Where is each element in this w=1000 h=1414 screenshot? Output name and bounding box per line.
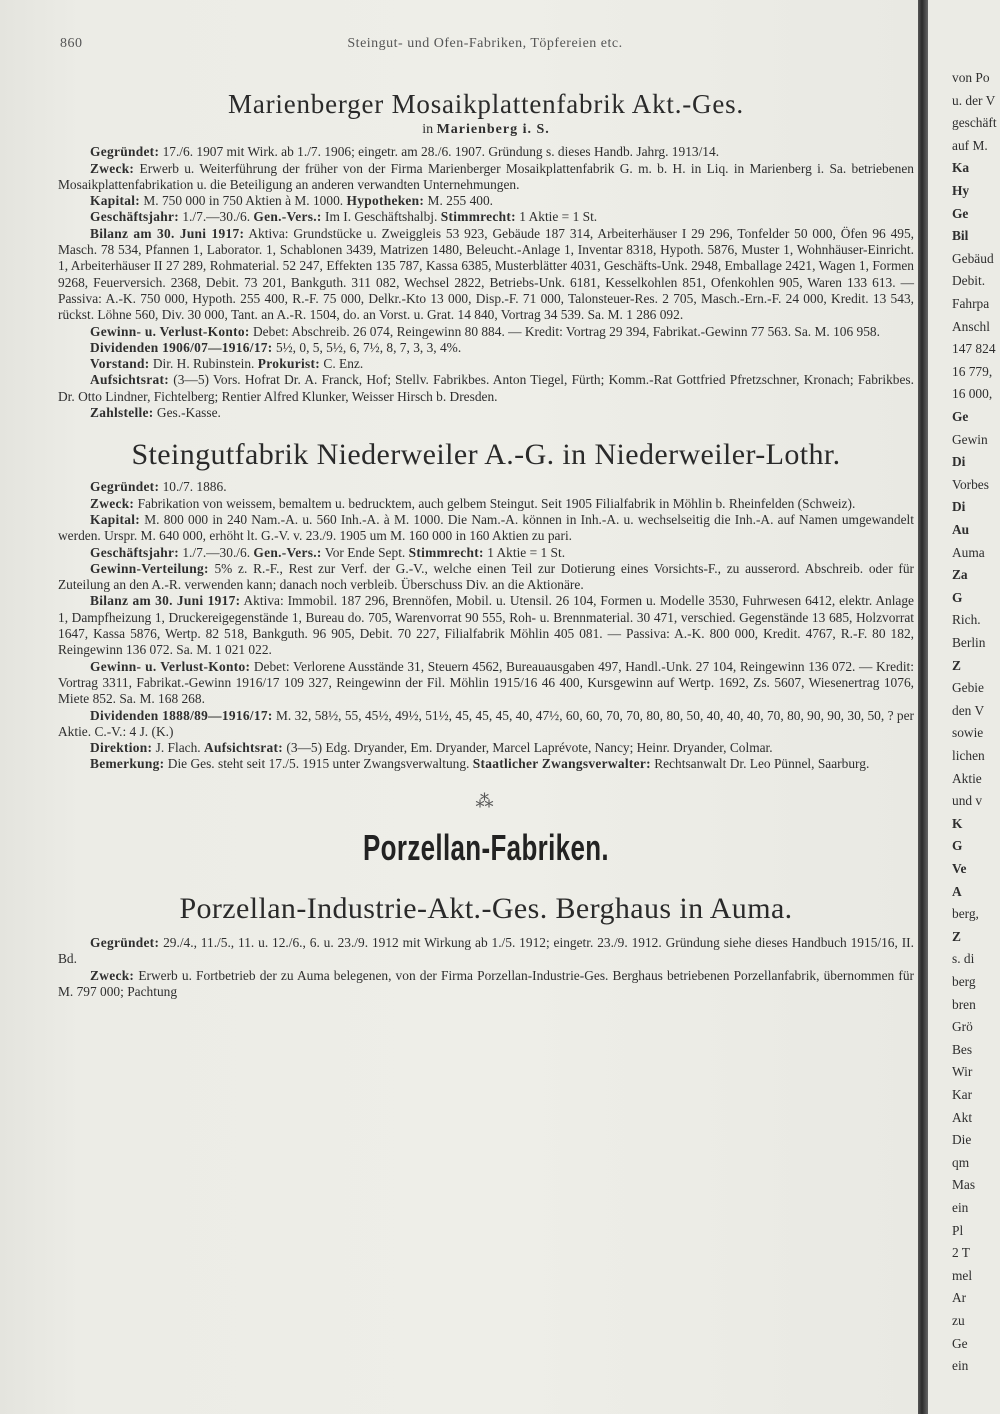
field-label: Bilanz am 30. Juni 1917: — [90, 593, 241, 609]
entry-paragraph — [58, 756, 914, 772]
field-value: (3—5) Edg. Dryander, Em. Dryander, Marcel Laprévote, Nancy; Heinr. Dryander, Colmar. — [286, 740, 773, 756]
field-value: M. 750 000 in 750 Aktien à M. 1000. — [143, 193, 344, 209]
field-value: Aktiva: Immobil. 187 296, Brennöfen, Mobil. u. Utensil. 26 104, Formen u. Modelle 3530, Fuhrwesen 6412, elektr. Anlage 1, Dampfheizung 1, Druckereigegenstände 1, Bureau do. 705, Warenvorrat 90 555, Roh- u. Brennmaterial. 30 471, verschied. Gegenstände 13 685, Holzvorrat 1647, Kassa 5876, Wertp. 82 518, Bankguth. 96 905, Debit. 70 227, Filialfabrik Möhlin 405 081. — Passiva: A.-K. 800 000, Kredit. 4767, R.-F. 80 182, Reingewinn 136 072. Sa. M. 1 021 022. — [58, 593, 915, 658]
entry-paragraph — [58, 161, 914, 194]
adjacent-page-text: Ge — [952, 409, 969, 424]
field-value: C. Enz. — [323, 356, 364, 372]
adjacent-page-text: A — [952, 883, 962, 899]
field-value: Vor Ende Sept. — [324, 544, 406, 560]
adjacent-page-text: 147 824 — [952, 341, 996, 357]
field-value: (3—5) Vors. Hofrat Dr. A. Franck, Hof; Stellv. Fabrikbes. Anton Tiegel, Fürth; Komm.-Rat Gottfried Pfretzschner, Kronach; Fabrikbes. Dr. Otto Lindner, Fichtelberg; Rentier Alfred Klunker, Weisser Hirsch b. Dresden. — [58, 372, 914, 404]
field-label: Direktion: — [90, 740, 153, 756]
entry-paragraph — [58, 593, 914, 658]
adjacent-page-text: Pl — [952, 1222, 964, 1238]
adjacent-page-text: den V — [952, 702, 985, 718]
entry-paragraph — [58, 496, 914, 512]
field-label: Stimmrecht: — [408, 544, 484, 560]
field-value: M. 255 400. — [427, 193, 494, 209]
field-value: Ges.-Kasse. — [156, 405, 221, 421]
entry-paragraph — [58, 209, 914, 225]
page-number: 860 — [60, 36, 83, 51]
adjacent-page-text: Di — [952, 454, 966, 470]
company-entry-marienberger — [58, 88, 914, 421]
adjacent-page-text: Debit. — [952, 273, 986, 289]
adjacent-page-text: zu — [952, 1313, 965, 1328]
adjacent-page-text: Au — [952, 522, 970, 537]
location-name: Marienberg i. S. — [436, 122, 550, 137]
entry-paragraph — [58, 324, 914, 340]
adjacent-page-text: Ge — [952, 1335, 968, 1351]
field-label: Gewinn-Verteilung: — [90, 560, 209, 576]
field-label: Aufsichtsrat: — [90, 372, 170, 388]
entry-paragraph — [58, 935, 914, 968]
field-label: Aufsichtsrat: — [204, 740, 284, 756]
field-label: Bemerkung: — [90, 756, 165, 772]
field-label: Dividenden 1906/07—1916/17: — [90, 339, 273, 355]
field-value: Rechtsanwalt Dr. Leo Pünnel, Saarburg. — [654, 756, 870, 772]
field-label: Geschäftsjahr: — [90, 544, 179, 560]
adjacent-page-text: lichen — [952, 748, 985, 763]
adjacent-page-text: qm — [952, 1154, 970, 1170]
adjacent-page-text: Bil — [952, 228, 969, 244]
entry-paragraph — [58, 340, 914, 356]
entry-paragraph — [58, 561, 914, 594]
field-value: 1 Aktie = 1 St. — [487, 544, 566, 560]
field-label: Hypotheken: — [346, 193, 425, 209]
adjacent-page-text: Ar — [952, 1290, 967, 1306]
adjacent-page-text: ein — [952, 1200, 969, 1215]
field-label: Vorstand: — [90, 356, 150, 372]
entry-paragraph — [58, 226, 914, 324]
adjacent-page-text: Gewin — [952, 431, 988, 447]
adjacent-page-text: berg, — [952, 906, 979, 922]
entry-paragraph — [58, 512, 914, 545]
adjacent-page-text: Kar — [952, 1087, 973, 1102]
company-location — [58, 122, 914, 138]
adjacent-page-text: s. di — [952, 951, 975, 967]
adjacent-page-text: G — [952, 589, 963, 605]
field-label: Gegründet: — [90, 479, 160, 495]
entry-paragraphs — [58, 479, 914, 772]
entry-paragraph — [58, 740, 914, 756]
field-label: Gewinn- u. Verlust-Konto: — [90, 323, 250, 339]
entry-paragraph — [58, 356, 914, 372]
field-label: Stimmrecht: — [440, 209, 516, 225]
field-value: M. 800 000 in 240 Nam.-A. u. 560 Inh.-A. à M. 1000. Die Nam.-A. können in Inh.-A. u. wechselseitig die Inh.-A. auf Namen umgewandelt werden. Urspr. M. 640 000, erhöht lt. G.-V. v. 23./9. 1905 um M. 160 000 in 160 Aktien zu pari. — [58, 511, 914, 544]
company-entry-niederweiler — [58, 437, 914, 772]
adjacent-page-text: K — [952, 815, 963, 831]
field-label: Dividenden 1888/89—1916/17: — [90, 707, 273, 723]
adjacent-page-text: bren — [952, 996, 976, 1012]
adjacent-page-text: geschäft — [952, 115, 997, 131]
field-label: Kapital: — [90, 193, 141, 209]
adjacent-page-text: Z — [952, 657, 961, 673]
location-prefix: in — [422, 122, 434, 137]
company-title: Steingutfabrik Niederweiler A.-G. in Niederweiler-Lothr. — [131, 438, 841, 472]
adjacent-page-text: Ve — [952, 861, 967, 876]
adjacent-page-text: Ge — [952, 205, 969, 221]
adjacent-page-text: auf M. — [952, 137, 988, 153]
entry-paragraph — [58, 659, 914, 708]
field-label: Gen.-Vers.: — [253, 209, 322, 225]
adjacent-page-text: Vorbes — [952, 476, 989, 492]
entry-paragraphs — [58, 935, 914, 1000]
field-label: Staatlicher Zwangsverwalter: — [472, 756, 651, 772]
field-value: 29./4., 11./5., 11. u. 12./6., 6. u. 23./9. 1912 mit Wirkung ab 1./5. 1912; eingetr. 23./9. 1912. Gründung siehe dieses Handbuch 1915/16, II. Bd. — [58, 934, 914, 967]
field-value: 5½, 0, 5, 5½, 6, 7½, 8, 7, 3, 3, 4%. — [275, 339, 462, 355]
adjacent-page-text: Za — [952, 567, 968, 583]
field-value: 1./7.—30./6. — [182, 544, 251, 560]
book-gutter — [918, 0, 928, 1414]
adjacent-page-text: Anschl — [952, 318, 990, 334]
field-label: Gegründet: — [90, 144, 160, 160]
adjacent-page-text: 16 000, — [952, 386, 993, 402]
adjacent-page-text: 16 779, — [952, 363, 993, 379]
adjacent-page-fragment — [928, 0, 1000, 1414]
field-label: Zweck: — [90, 495, 135, 511]
field-label: Zweck: — [90, 967, 135, 983]
adjacent-page-text: Hy — [952, 183, 970, 198]
field-value: Die Ges. steht seit 17./5. 1915 unter Zwangsverwaltung. — [167, 756, 470, 772]
field-value: 1 Aktie = 1 St. — [519, 209, 598, 225]
entry-paragraph — [58, 545, 914, 561]
field-value: 5% z. R.-F., Rest zur Verf. der G.-V., welche einen Teil zur Dotierung eines Vorsichts-F., zu ausserord. Abschreib. oder für Zuteilung an den A.-R. verwenden kann; danach noch verbleib. Überschuss Div. an die Aktionäre. — [58, 560, 914, 593]
field-label: Kapital: — [90, 511, 141, 527]
running-title: Steingut- und Ofen-Fabriken, Töpfereien etc. — [347, 36, 623, 51]
field-value: Im I. Geschäftshalbj. — [325, 209, 438, 225]
adjacent-page-text: Wir — [952, 1064, 973, 1080]
field-value: Debet: Verlorene Ausstände 31, Steuern 4562, Bureauausgaben 497, Handl.-Unk. 27 104, Reingewinn 136 072. — Kredit: Vortrag 3311, Fabrikat.-Gewinn 1916/17 109 327, Reingewinn der Fil. Möhlin 1915/16 46 400, Kursgewinn auf Wertp. 1692, Zs. 5607, Wiesenertrag 1076, Miete 852. Sa. M. 168 268. — [58, 658, 914, 707]
adjacent-page-text: Aktie — [952, 770, 982, 786]
field-value: Debet: Abschreib. 26 074, Reingewinn 80 884. — Kredit: Vortrag 29 394, Fabrikat.-Gewinn 77 563. Sa. M. 106 958. — [253, 323, 880, 339]
field-value: 17./6. 1907 mit Wirk. ab 1./7. 1906; eingetr. am 28./6. 1907. Gründung s. dieses Handb. Jahrg. 1913/14. — [162, 144, 720, 160]
field-label: Gewinn- u. Verlust-Konto: — [90, 658, 251, 674]
field-label: Prokurist: — [257, 356, 321, 372]
adjacent-page-text: Mas — [952, 1177, 976, 1193]
field-label: Bilanz am 30. Juni 1917: — [90, 225, 245, 241]
field-value: J. Flach. — [155, 740, 201, 756]
adjacent-page-text: Auma — [952, 544, 985, 560]
company-entry-berghaus — [58, 891, 914, 1000]
entry-paragraph — [58, 372, 914, 405]
adjacent-page-text: sowie — [952, 725, 984, 741]
adjacent-page-text: 2 T — [952, 1245, 970, 1261]
adjacent-page-text: von Po — [952, 70, 990, 85]
adjacent-page-text: G — [952, 838, 963, 854]
entry-paragraph — [58, 144, 914, 160]
field-label: Gen.-Vers.: — [253, 544, 322, 560]
adjacent-page-text: berg — [952, 974, 976, 989]
adjacent-page-text: Gebäud — [952, 250, 994, 266]
adjacent-page-text: Gebie — [952, 680, 984, 696]
field-value: 10./7. 1886. — [162, 479, 227, 495]
adjacent-page-text: u. der V — [952, 92, 996, 108]
adjacent-page-text: Die — [952, 1132, 972, 1148]
field-label: Zahlstelle: — [90, 405, 154, 421]
adjacent-page-text: Grö — [952, 1019, 973, 1035]
company-title: Marienberger Mosaikplattenfabrik Akt.-Ges. — [228, 89, 744, 119]
adjacent-page-text: mel — [952, 1267, 973, 1283]
company-title: Porzellan-Industrie-Akt.-Ges. Berghaus in Auma. — [179, 891, 793, 925]
adjacent-page-text: Fahrpa — [952, 296, 990, 311]
field-label: Zweck: — [90, 160, 135, 176]
entry-paragraph — [58, 479, 914, 495]
adjacent-page-text: Berlin — [952, 635, 986, 650]
adjacent-page-text: ein — [952, 1358, 969, 1374]
main-column — [58, 88, 914, 1000]
field-value: Dir. H. Rubinstein. — [152, 356, 255, 372]
adjacent-page-text: Bes — [952, 1041, 973, 1057]
ornament-divider: ⁂ — [475, 790, 497, 811]
field-value: Erwerb u. Fortbetrieb der zu Auma belegenen, von der Firma Porzellan-Industrie-Ges. Berghaus betriebenen Porzellanfabrik, übernommen für M. 797 000; Pachtung — [58, 967, 914, 999]
entry-paragraph — [58, 405, 914, 421]
field-value: Fabrikation von weissem, bemaltem u. bedrucktem, auch gelbem Steingut. Seit 1905 Filialfabrik in Möhlin b. Rheinfelden (Schweiz). — [137, 495, 856, 511]
section-heading: Porzellan-Fabriken. — [363, 826, 609, 868]
adjacent-page-text: Di — [952, 499, 966, 515]
entry-paragraph — [58, 708, 914, 741]
field-value: 1./7.—30./6. — [182, 209, 251, 225]
field-value: M. 32, 58½, 55, 45½, 49½, 51½, 45, 45, 45, 40, 47½, 60, 60, 70, 70, 80, 80, 50, 40, 40, 40, 70, 80, 90, 90, 30, 50, ? per Aktie. C.-V.: 4 J. (K.) — [58, 707, 914, 739]
page-header — [60, 36, 910, 58]
field-label: Gegründet: — [90, 934, 160, 950]
adjacent-page-text: und v — [952, 793, 983, 809]
adjacent-page-text: Akt — [952, 1109, 973, 1125]
entry-paragraph — [58, 193, 914, 209]
adjacent-page-text: Ka — [952, 160, 970, 176]
field-value: Aktiva: Grundstücke u. Zweiggleis 53 923, Gebäude 187 314, Arbeiterhäuser I 29 296, Tonfelder 50 000, Öfen 96 495, Masch. 78 534, Pfannen 1, Laborator. 1, Schablonen 3439, Matrizen 1480, Beleucht.-Anlage 1, Inventar 8318, Hypoth. 5876, Muster 1, Wohnhäuser-Einricht. 1, Arbeiterhäuser II 27 289, Rohmaterial. 52 247, Effekten 135 787, Kassa 6385, Musterblätter 4031, Geschäfts-Unk. 2948, Emballage 2421, Wagen 1, Formen 9268, Feuerversich. 2368, Debit. 73 201, Bankguth. 311 082, Wechsel 2822, Betriebs-Unk. 6181, Kesselkohlen 851, Ofenkohlen 905, Waren 133 613. — Passiva: A.-K. 750 000, Hypoth. 255 400, R.-F. 75 000, Delkr.-Kto 13 000, Disp.-F. 71 000, Talonsteuer-Res. 2 705, Masch.-Ern.-F. 24 000, Kredit. 13 543, rückst. Löhne 560, Div. 30 000, Tant. an A.-R. 1504, do. an Vorst. u. Grat. 14 840, Vortrag 34 539. Sa. M. 1 286 092. — [58, 225, 914, 323]
entry-paragraph — [58, 968, 914, 1001]
adjacent-page-text: Z — [952, 928, 961, 944]
field-label: Geschäftsjahr: — [90, 209, 179, 225]
entry-paragraphs — [58, 144, 914, 421]
field-value: Erwerb u. Weiterführung der früher von der Firma Marienberger Mosaikplattenfabrik G. m. b. H. in Liq. in Marienberg i. Sa. betriebenen Mosaikplattenfabrikation u. die Beteiligung an anderen verwandten Unternehmungen. — [58, 160, 914, 192]
adjacent-page-text: Rich. — [952, 612, 981, 628]
